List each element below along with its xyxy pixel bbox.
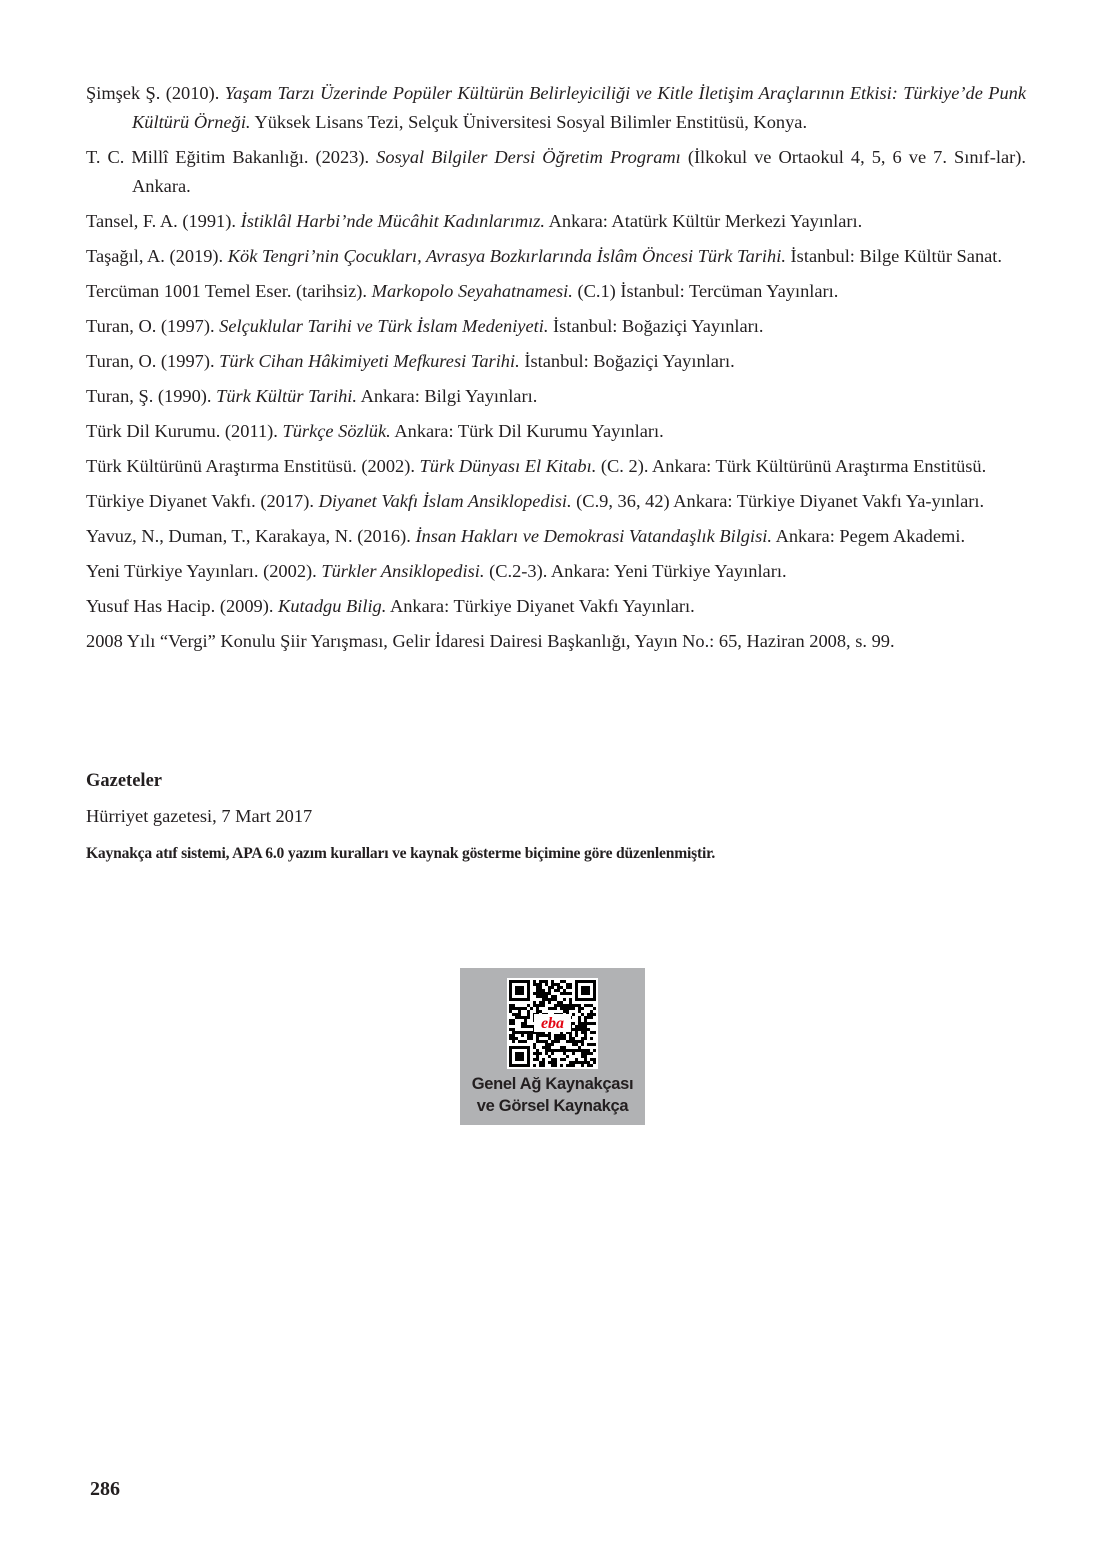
reference-title: İnsan Hakları ve Demokrasi Vatandaşlık Bilgisi. (415, 526, 772, 546)
reference-entry (86, 417, 1026, 446)
reference-author: Yavuz, N., Duman, T., Karakaya, N. (2016). (86, 526, 416, 546)
reference-list (86, 79, 1026, 662)
reference-entry (86, 557, 1026, 586)
reference-publisher: (C. 2). Ankara: Türk Kültürünü Araştırma Enstitüsü. (596, 456, 987, 476)
reference-title: Sosyal Bilgiler Dersi Öğretim Programı (376, 147, 681, 167)
reference-author: Yusuf Has Hacip. (2009). (86, 596, 279, 616)
qr-code-graphic (507, 978, 598, 1069)
reference-author: Tercüman 1001 Temel Eser. (tarihsiz). (86, 281, 372, 301)
reference-title: İstiklâl Harbi’nde Mücâhit Kadınlarımız. (240, 211, 546, 231)
reference-author: T. C. Millî Eğitim Bakanlığı. (2023). (86, 147, 377, 167)
reference-title: Markopolo Seyahatnamesi. (371, 281, 573, 301)
reference-publisher: (İlkokul ve Ortaokul 4, 5, 6 ve 7. Sınıf-lar). Ankara. (132, 147, 1026, 196)
reference-entry (86, 79, 1026, 137)
reference-title: Türk Dünyası El Kitabı. (419, 456, 597, 476)
qr-code-card[interactable] (460, 968, 645, 1125)
reference-author: Yeni Türkiye Yayınları. (2002). (86, 561, 322, 581)
reference-publisher: İstanbul: Boğaziçi Yayınları. (519, 351, 735, 371)
reference-title: Türk Cihan Hâkimiyeti Mefkuresi Tarihi. (219, 351, 520, 371)
newspapers-heading: Gazeteler (86, 771, 162, 791)
reference-entry (86, 487, 1026, 516)
reference-entry (86, 277, 1026, 306)
reference-entry (86, 207, 1026, 236)
reference-publisher: Ankara: Atatürk Kültür Merkezi Yayınları. (545, 211, 863, 231)
reference-entry (86, 143, 1026, 201)
reference-author: 2008 Yılı “Vergi” Konulu Şiir Yarışması, Gelir İdaresi Dairesi Başkanlığı, Yayın No.: 65, Haziran 2008, s. 99. (86, 631, 895, 651)
reference-publisher: (C.2-3). Ankara: Yeni Türkiye Yayınları. (484, 561, 787, 581)
reference-entry (86, 382, 1026, 411)
reference-publisher: Ankara: Türkiye Diyanet Vakfı Yayınları. (386, 596, 695, 616)
reference-title: Diyanet Vakfı İslam Ansiklopedisi. (318, 491, 572, 511)
citation-note: Kaynakça atıf sistemi, APA 6.0 yazım kuralları ve kaynak gösterme biçimine göre düzenlenmiştir. (86, 845, 716, 862)
reference-entry (86, 242, 1026, 271)
reference-author: Türk Dil Kurumu. (2011). (86, 421, 283, 441)
reference-title: Türkler Ansiklopedisi. (321, 561, 485, 581)
reference-author: Taşağıl, A. (2019). (86, 246, 228, 266)
eba-logo: eba (540, 1015, 565, 1032)
reference-author: Türk Kültürünü Araştırma Enstitüsü. (2002). (86, 456, 420, 476)
reference-author: Tansel, F. A. (1991). (86, 211, 241, 231)
reference-title: Türkçe Sözlük. (282, 421, 391, 441)
reference-publisher: İstanbul: Bilge Kültür Sanat. (785, 246, 1003, 266)
reference-publisher: Yüksek Lisans Tezi, Selçuk Üniversitesi Sosyal Bilimler Enstitüsü, Konya. (250, 112, 808, 132)
reference-publisher: Ankara: Pegem Akademi. (771, 526, 966, 546)
reference-entry (86, 522, 1026, 551)
page-number: 286 (90, 1478, 120, 1500)
reference-entry (86, 627, 1026, 656)
reference-author: Türkiye Diyanet Vakfı. (2017). (86, 491, 319, 511)
newspaper-item: Hürriyet gazetesi, 7 Mart 2017 (86, 806, 313, 826)
reference-entry (86, 312, 1026, 341)
reference-author: Turan, O. (1997). (86, 351, 220, 371)
reference-author: Turan, Ş. (1990). (86, 386, 217, 406)
reference-author: Turan, O. (1997). (86, 316, 220, 336)
reference-entry (86, 592, 1026, 621)
reference-entry (86, 347, 1026, 376)
reference-author: Şimşek Ş. (2010). (86, 83, 225, 103)
reference-title: Yaşam Tarzı Üzerinde Popüler Kültürün Belirleyiciliği ve Kitle İletişim Araçlarının Etkisi: Türkiye’de Punk Kültürü Örneği. (132, 83, 1027, 132)
qr-caption-line2: ve Görsel Kaynakça (476, 1097, 629, 1115)
reference-publisher: Ankara: Türk Dil Kurumu Yayınları. (390, 421, 664, 441)
reference-publisher: İstanbul: Boğaziçi Yayınları. (548, 316, 764, 336)
qr-code-image[interactable] (507, 978, 598, 1069)
reference-title: Kök Tengri’nin Çocukları, Avrasya Bozkırlarında İslâm Öncesi Türk Tarihi. (227, 246, 786, 266)
reference-title: Türk Kültür Tarihi. (216, 386, 357, 406)
reference-publisher: (C.9, 36, 42) Ankara: Türkiye Diyanet Vakfı Ya-yınları. (571, 491, 985, 511)
reference-title: Selçuklular Tarihi ve Türk İslam Medeniyeti. (219, 316, 549, 336)
reference-title: Kutadgu Bilig. (278, 596, 387, 616)
reference-entry (86, 452, 1026, 481)
reference-publisher: Ankara: Bilgi Yayınları. (356, 386, 538, 406)
reference-publisher: (C.1) İstanbul: Tercüman Yayınları. (572, 281, 839, 301)
qr-caption-line1: Genel Ağ Kaynakçası (471, 1075, 634, 1093)
qr-caption (460, 1073, 645, 1117)
